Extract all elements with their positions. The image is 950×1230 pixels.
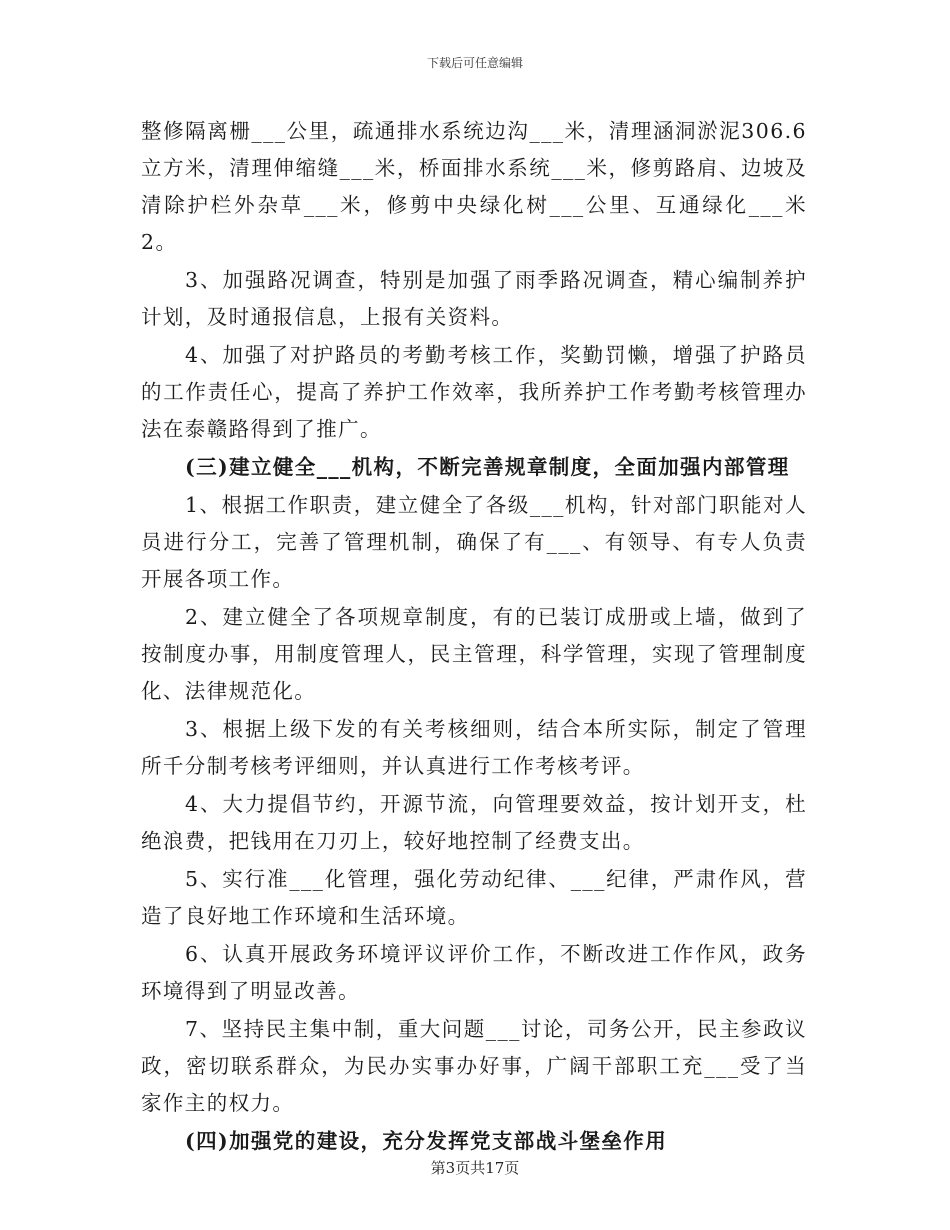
list-item-6-government: 6、认真开展政务环境评议评价工作，不断改进工作作风，政务环境得到了明显改善。	[141, 942, 807, 1003]
list-item-1-organization: 1、根据工作职责，建立健全了各级___机构，针对部门职能对人员进行分工，完善了管理机制，确保了有___、有领导、有专人负责开展各项工作。	[141, 493, 807, 591]
page-number: 第3页共17页	[430, 1159, 520, 1177]
list-item-2-regulations: 2、建立健全了各项规章制度，有的已装订成册或上墙，做到了按制度办事，用制度管理人，民主管理，科学管理，实现了管理制度化、法律规范化。	[141, 605, 807, 703]
paragraph-continuation: 整修隔离栅___公里，疏通排水系统边沟___米，清理涵洞淤泥306.6立方米，清理伸缩缝___米，桥面排水系统___米，修剪路肩、边坡及清除护栏外杂草___米，修剪中央绿化树___公里、互通绿化___米2。	[141, 119, 807, 254]
list-item-3-assessment: 3、根据上级下发的有关考核细则，结合本所实际，制定了管理所千分制考核考评细则，并认真进行工作考核考评。	[141, 717, 807, 778]
list-item-7-democracy: 7、坚持民主集中制，重大问题___讨论，司务公开，民主参政议政，密切联系群众，为民办实事办好事，广阔干部职工充___受了当家作主的权力。	[141, 1017, 807, 1115]
document-body	[141, 113, 807, 1161]
page-header: 下载后可任意编辑	[426, 56, 523, 70]
section-heading-4: (四)加强党的建设，充分发挥党支部战斗堡垒作用	[185, 1129, 668, 1153]
section-heading-3: (三)建立健全___机构，不断完善规章制度，全面加强内部管理	[185, 455, 790, 479]
list-item-4-attendance: 4、加强了对护路员的考勤考核工作，奖勤罚懒，增强了护路员的工作责任心，提高了养护工作效率，我所养护工作考勤考核管理办法在泰赣路得到了推广。	[141, 343, 807, 441]
list-item-5-discipline: 5、实行准___化管理，强化劳动纪律、___纪律，严肃作风，营造了良好地工作环境和生活环境。	[141, 867, 807, 928]
list-item-4-savings: 4、大力提倡节约，开源节流，向管理要效益，按计划开支，杜绝浪费，把钱用在刀刃上，较好地控制了经费支出。	[141, 792, 807, 853]
list-item-3-road-survey: 3、加强路况调查，特别是加强了雨季路况调查，精心编制养护计划，及时通报信息，上报有关资料。	[141, 268, 807, 329]
